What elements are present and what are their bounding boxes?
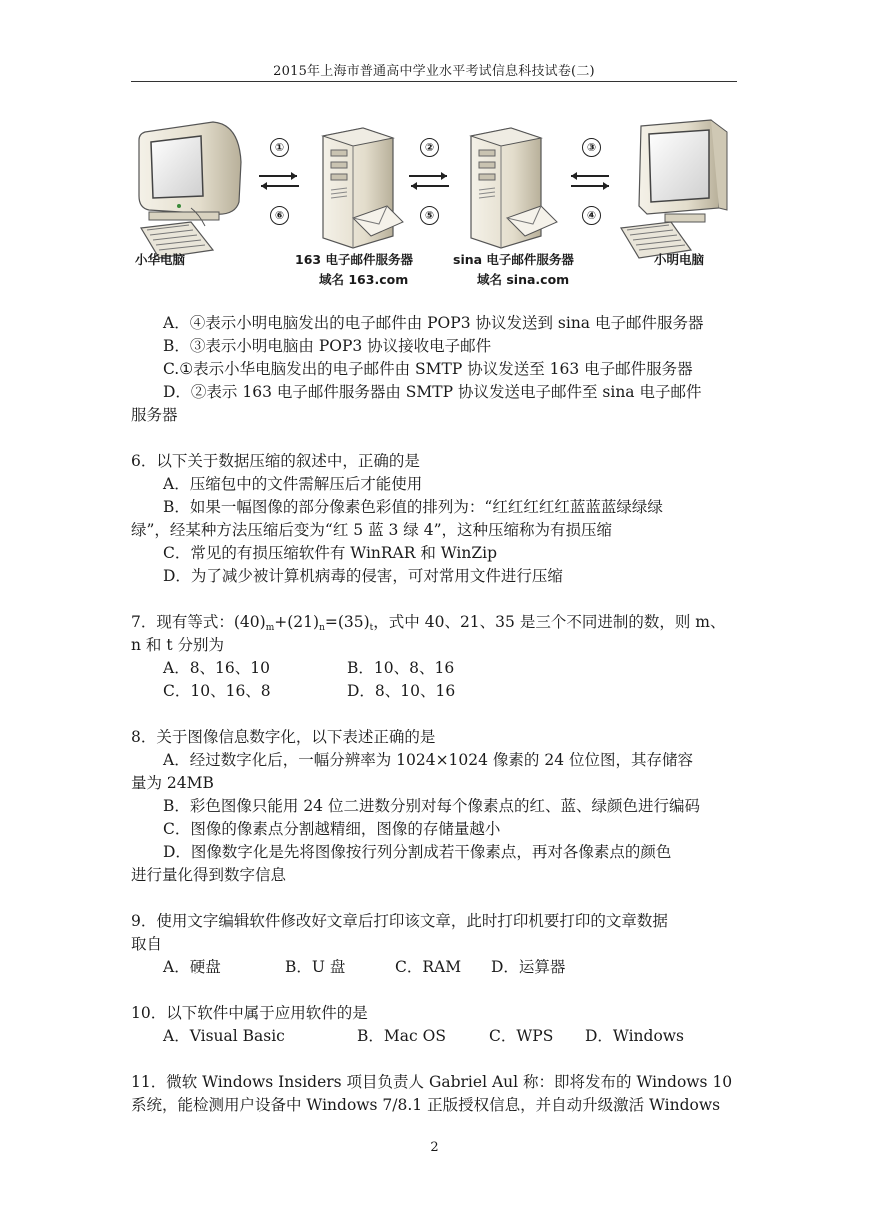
q9-stem-cont: 取自 bbox=[131, 935, 163, 953]
q7-option-b: B．10、8、16 bbox=[347, 659, 455, 677]
q5-option-d: D．②表示 163 电子邮件服务器由 SMTP 协议发送电子邮件至 sina 电子邮件 bbox=[163, 383, 702, 401]
q9-option-b: B．U 盘 bbox=[285, 958, 346, 976]
arrow-label-2: ② bbox=[420, 138, 439, 157]
q7-option-a: A．8、16、10 bbox=[163, 659, 271, 677]
q7-options-row-2 bbox=[131, 680, 737, 703]
q9-stem: 9．使用文字编辑软件修改好文章后打印该文章，此时打印机要打印的文章数据 bbox=[131, 912, 668, 930]
q7-eq-plus: +(21) bbox=[274, 613, 320, 631]
q7-eq-a: (40) bbox=[233, 613, 266, 631]
q5-option-b: B．③表示小明电脑由 POP3 协议接收电子邮件 bbox=[163, 337, 492, 355]
q10-option-c: C．WPS bbox=[489, 1027, 554, 1045]
xiaoming-computer-icon bbox=[621, 120, 727, 258]
q7-option-c: C．10、16、8 bbox=[163, 682, 271, 700]
q6-option-d: D．为了减少被计算机病毒的侵害，可对常用文件进行压缩 bbox=[163, 567, 563, 585]
q5-option-c: C.①表示小华电脑发出的电子邮件由 SMTP 协议发送至 163 电子邮件服务器 bbox=[163, 360, 693, 378]
q7-eq-b-sub: n bbox=[319, 623, 325, 633]
label-sina-server: sina 电子邮件服务器 bbox=[453, 252, 574, 267]
q7-eq-a-sub: m bbox=[265, 623, 275, 633]
q6-option-b: B．如果一幅图像的部分像素色彩值的排列为：“红红红红红蓝蓝蓝绿绿绿 bbox=[163, 498, 663, 516]
label-163-domain: 域名 163.com bbox=[319, 272, 409, 287]
xiaohua-computer-icon bbox=[139, 122, 241, 258]
q7-stem bbox=[131, 611, 737, 634]
arrow-label-6: ⑥ bbox=[270, 206, 289, 225]
q8-option-c: C．图像的像素点分割越精细，图像的存储量越小 bbox=[163, 820, 501, 838]
q10-option-d: D．Windows bbox=[585, 1027, 685, 1045]
arrow-label-3: ③ bbox=[582, 138, 601, 157]
arrow-label-1: ① bbox=[270, 138, 289, 157]
q8-option-b: B．彩色图像只能用 24 位二进数分别对每个像素点的红、蓝、绿颜色进行编码 bbox=[163, 797, 700, 815]
q7-stem-suffix: ，式中 40、21、35 是三个不同进制的数，则 m、 bbox=[373, 613, 726, 631]
q9-option-c: C．RAM bbox=[395, 958, 462, 976]
q11-stem: 11．微软 Windows Insiders 项目负责人 Gabriel Aul 称：即将发布的 Windows 10 bbox=[131, 1073, 733, 1091]
q8-option-a: A．经过数字化后，一幅分辨率为 1024×1024 像素的 24 位位图，其存储容 bbox=[163, 751, 694, 769]
q6-option-b-cont: 绿”，经某种方法压缩后变为“红 5 蓝 3 绿 4”，这种压缩称为有损压缩 bbox=[131, 521, 612, 539]
q7-option-d: D．8、10、16 bbox=[347, 682, 456, 700]
q9-option-a: A．硬盘 bbox=[163, 958, 221, 976]
q11-stem-cont: 系统，能检测用户设备中 Windows 7/8.1 正版授权信息，并自动升级激活 Windows bbox=[131, 1096, 721, 1114]
server-sina-icon bbox=[471, 128, 557, 248]
q6-option-a: A．压缩包中的文件需解压后才能使用 bbox=[163, 475, 423, 493]
q10-stem: 10．以下软件中属于应用软件的是 bbox=[131, 1004, 368, 1022]
q9-options bbox=[131, 956, 737, 979]
q7-stem-cont: n 和 t 分别为 bbox=[131, 636, 224, 654]
arrows-sina-xiaoming bbox=[571, 172, 609, 190]
q8-option-d-cont: 进行量化得到数字信息 bbox=[131, 866, 287, 884]
q9-option-d: D．运算器 bbox=[491, 958, 566, 976]
email-diagram bbox=[131, 110, 737, 300]
q7-options-row-1 bbox=[131, 657, 737, 680]
q5-option-d-cont: 服务器 bbox=[131, 406, 178, 424]
q7-eq-eq: =(35) bbox=[324, 613, 370, 631]
header-rule bbox=[131, 81, 737, 82]
q10-options bbox=[131, 1025, 737, 1048]
label-xiaoming: 小明电脑 bbox=[654, 252, 705, 267]
page-header: 2015年上海市普通高中学业水平考试信息科技试卷(二) bbox=[273, 64, 595, 79]
page-number: 2 bbox=[430, 1140, 439, 1155]
q8-option-a-cont: 量为 24MB bbox=[131, 774, 214, 792]
question-body bbox=[131, 312, 737, 1117]
q7-stem-prefix: 7．现有等式： bbox=[131, 613, 234, 631]
arrow-label-5: ⑤ bbox=[420, 206, 439, 225]
arrows-163-sina bbox=[409, 172, 449, 190]
label-xiaohua: 小华电脑 bbox=[135, 252, 186, 267]
arrows-xiaohua-163 bbox=[259, 172, 299, 190]
q10-option-b: B．Mac OS bbox=[357, 1027, 446, 1045]
q6-option-c: C．常见的有损压缩软件有 WinRAR 和 WinZip bbox=[163, 544, 498, 562]
q10-option-a: A．Visual Basic bbox=[163, 1027, 285, 1045]
q8-stem: 8．关于图像信息数字化，以下表述正确的是 bbox=[131, 728, 436, 746]
q6-stem: 6．以下关于数据压缩的叙述中，正确的是 bbox=[131, 452, 420, 470]
arrow-label-4: ④ bbox=[582, 206, 601, 225]
label-163-server: 163 电子邮件服务器 bbox=[295, 252, 413, 267]
server-163-icon bbox=[323, 128, 403, 248]
label-sina-domain: 域名 sina.com bbox=[477, 272, 570, 287]
q7-eq-c-sub: t bbox=[369, 623, 374, 633]
q8-option-d: D．图像数字化是先将图像按行列分割成若干像素点，再对各像素点的颜色 bbox=[163, 843, 672, 861]
q5-option-a: A．④表示小明电脑发出的电子邮件由 POP3 协议发送到 sina 电子邮件服务器 bbox=[163, 314, 704, 332]
